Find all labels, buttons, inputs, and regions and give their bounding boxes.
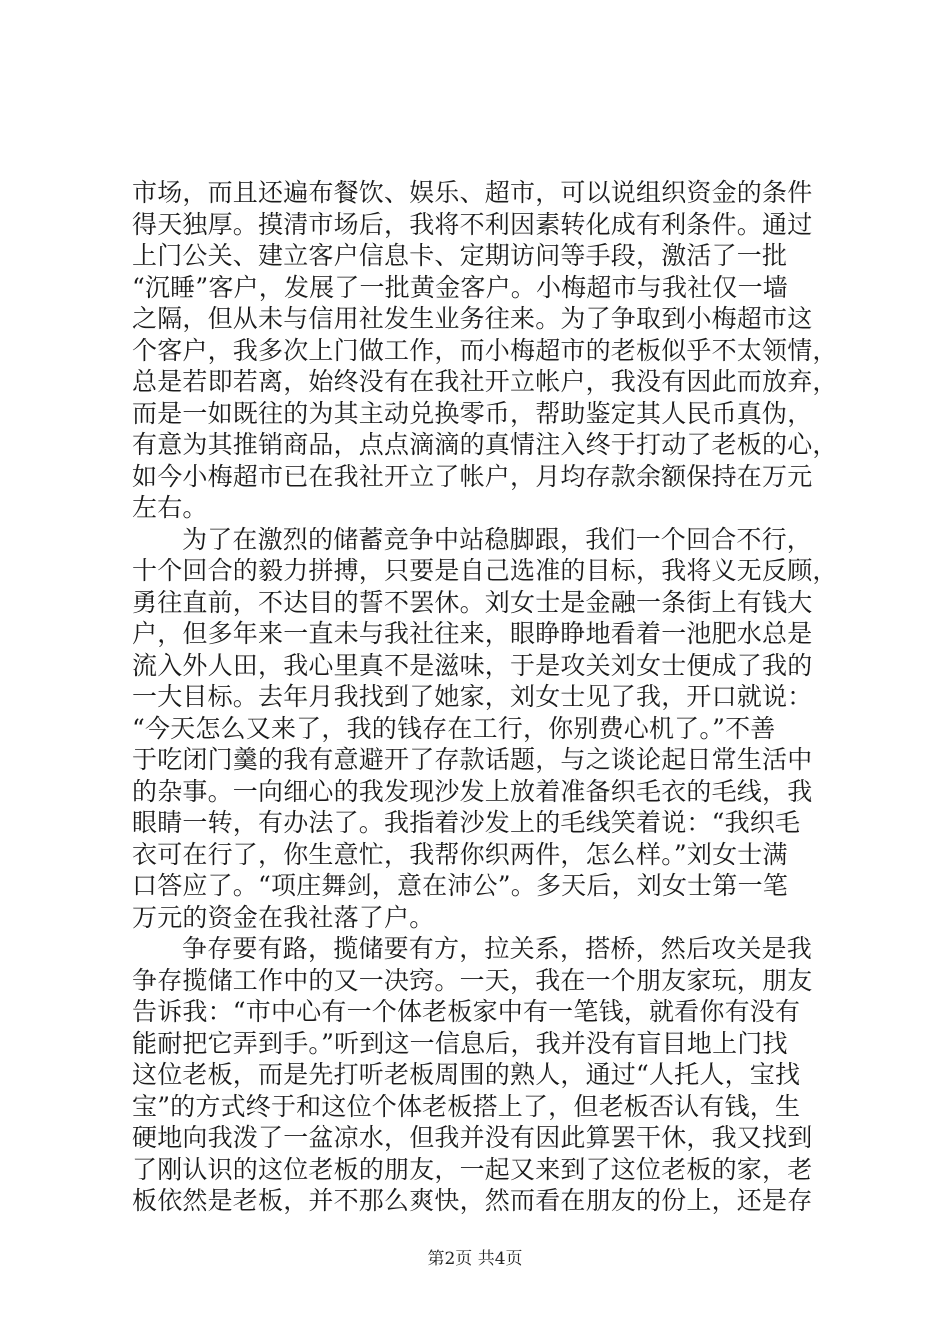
text-line: 能耐把它弄到手。”听到这一信息后，我并没有盲目地上门找 [132, 1028, 788, 1058]
text-line: 个客户，我多次上门做工作，而小梅超市的老板似乎不太领情， [132, 335, 838, 365]
text-line: 争存揽储工作中的又一决窍。一天，我在一个朋友家玩，朋友 [132, 965, 813, 995]
text-line: 而是一如既往的为其主动兑换零币，帮助鉴定其人民币真伪， [132, 398, 813, 428]
text-line: 十个回合的毅力拼搏，只要是自己选准的目标，我将义无反顾， [132, 556, 838, 585]
text-line: 得天独厚。摸清市场后，我将不利因素转化成有利条件。通过 [132, 209, 813, 239]
text-line: 有意为其推销商品，点点滴滴的真情注入终于打动了老板的心， [132, 430, 838, 459]
text-line: 勇往直前，不达目的誓不罢休。刘女士是金融一条街上有钱大 [132, 587, 813, 617]
text-line: 宝”的方式终于和这位个体老板搭上了，但老板否认有钱，生 [132, 1091, 801, 1121]
text-line: 眼睛一转，有办法了。我指着沙发上的毛线笑着说：“我织毛 [132, 808, 801, 837]
text-line: 一大目标。去年月我找到了她家，刘女士见了我，开口就说： [132, 682, 813, 711]
page-footer: 第2页 共4页 [427, 1249, 523, 1269]
text-line: 总是若即若离，始终没有在我社开立帐户，我没有因此而放弃， [132, 367, 838, 396]
text-line: 户，但多年来一直未与我社往来，眼睁睁地看着一池肥水总是 [132, 619, 813, 648]
text-line: 板依然是老板，并不那么爽快，然而看在朋友的份上，还是存 [132, 1186, 813, 1215]
text-line: 于吃闭门羹的我有意避开了存款话题，与之谈论起日常生活中 [132, 745, 813, 774]
text-line: 口答应了。“项庄舞剑，意在沛公”。多天后，刘女士第一笔 [132, 871, 788, 900]
text-line: “沉睡”客户，发展了一批黄金客户。小梅超市与我社仅一墙 [132, 272, 788, 302]
text-line: 之隔，但从未与信用社发生业务往来。为了争取到小梅超市这 [132, 304, 813, 333]
text-line: 流入外人田，我心里真不是滋味，于是攻关刘女士便成了我的 [132, 650, 813, 680]
text-line: 争存要有路，揽储要有方，拉关系，搭桥，然后攻关是我 [182, 934, 813, 963]
text-line: 告诉我：“市中心有一个体老板家中有一笔钱，就看你有没有 [132, 997, 801, 1026]
text-line: 这位老板，而是先打听老板周围的熟人，通过“人托人，宝找 [132, 1060, 801, 1089]
text-line: “今天怎么又来了，我的钱存在工行，你别费心机了。”不善 [132, 713, 776, 743]
text-line: 如今小梅超市已在我社开立了帐户，月均存款余额保持在万元 [132, 461, 813, 491]
text-line: 万元的资金在我社落了户。 [132, 902, 435, 932]
text-line: 衣可在行了，你生意忙，我帮你织两件，怎么样。”刘女士满 [132, 839, 788, 869]
text-line: 市场，而且还遍布餐饮、娱乐、超市，可以说组织资金的条件 [132, 178, 813, 207]
text-line: 左右。 [132, 493, 208, 522]
text-line: 为了在激烈的储蓄竞争中站稳脚跟，我们一个回合不行， [182, 524, 813, 554]
text-line: 的杂事。一向细心的我发现沙发上放着准备织毛衣的毛线，我 [132, 776, 813, 806]
text-line: 硬地向我泼了一盆凉水，但我并没有因此算罢干休，我又找到 [132, 1123, 813, 1152]
text-line: 上门公关、建立客户信息卡、定期访问等手段，激活了一批 [132, 241, 788, 270]
body-text [132, 177, 838, 1217]
text-line: 了刚认识的这位老板的朋友，一起又来到了这位老板的家，老 [132, 1154, 813, 1184]
